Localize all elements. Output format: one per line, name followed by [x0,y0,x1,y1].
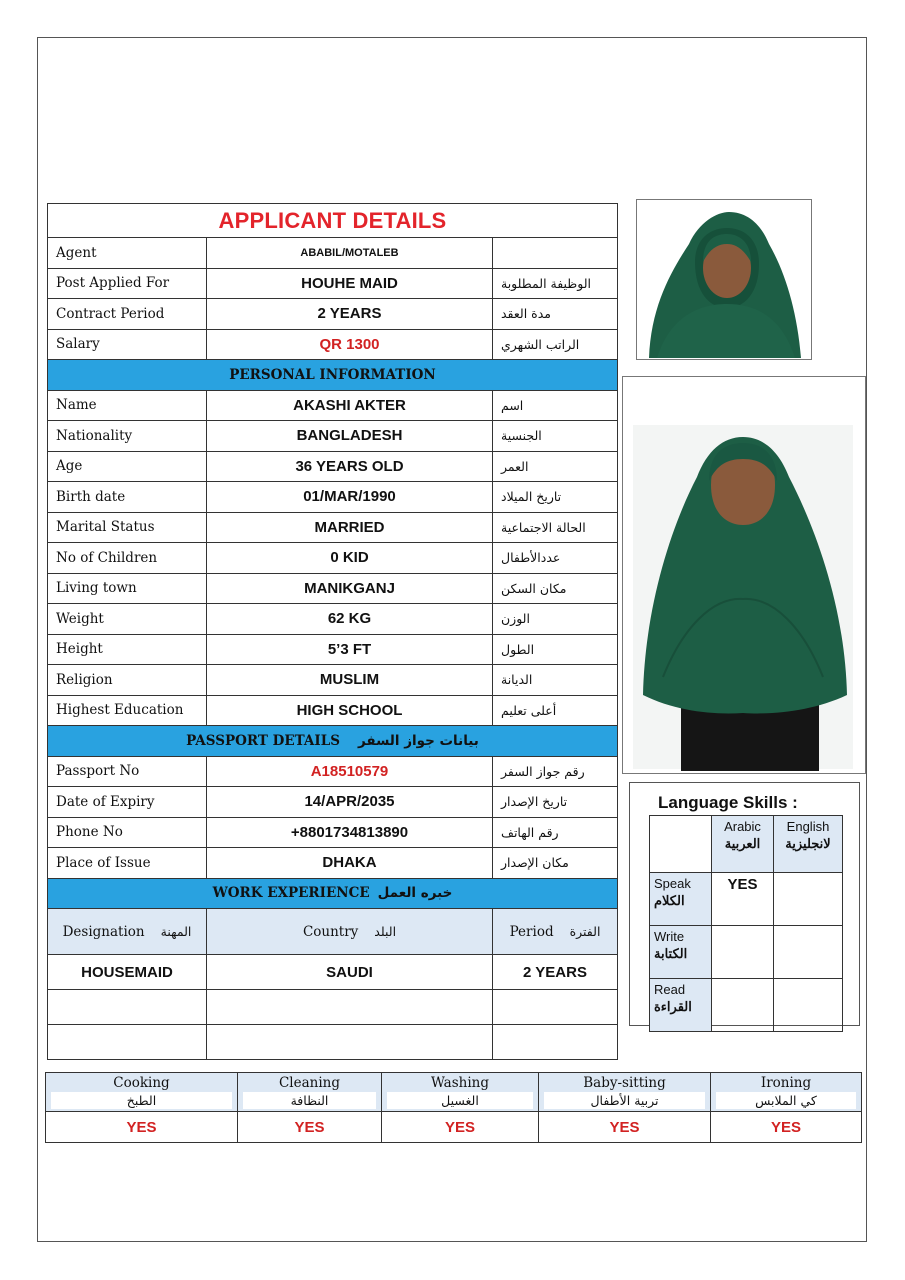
english-header-ar: لانجليزية [785,836,831,851]
skill-value-cleaning: YES [238,1112,382,1143]
name-value: AKASHI AKTER [207,390,493,421]
marital-status-value: MARRIED [207,512,493,543]
personal-row [48,421,618,452]
phone-value: +8801734813890 [207,817,493,848]
nationality-label: Nationality [48,421,207,452]
skill-header-cleaning [238,1073,382,1112]
place-of-issue-ar: مكان الإصدار [493,848,618,879]
personal-info-heading: PERSONAL INFORMATION [48,360,618,391]
skill-name-ar: كي الملابس [716,1092,856,1109]
skill-value-washing: YES [382,1112,539,1143]
passport-heading-en: PASSPORT DETAILS [186,732,340,749]
country-value: SAUDI [207,955,493,990]
education-value: HIGH SCHOOL [207,695,493,726]
designation-header-en: Designation [62,923,145,940]
write-ar: الكتابة [654,946,688,961]
portrait-photo [636,199,812,360]
empty-cell [207,1025,493,1060]
skill-value-cooking: YES [46,1112,238,1143]
skill-header-ironing [711,1073,862,1112]
speak-english-value [774,873,843,926]
salary-ar: الراتب الشهري [493,329,618,360]
language-skills-table [649,815,843,1032]
birth-date-value: 01/MAR/1990 [207,482,493,513]
passport-row [48,787,618,818]
passport-heading-ar: بيانات جواز السفر [357,732,479,749]
country-header-en: Country [302,923,359,940]
place-of-issue-label: Place of Issue [48,848,207,879]
salary-label: Salary [48,329,207,360]
personal-row [48,512,618,543]
children-label: No of Children [48,543,207,574]
height-ar: الطول [493,634,618,665]
speak-row-header [650,873,712,926]
name-ar: اسم [493,390,618,421]
weight-label: Weight [48,604,207,635]
agent-ar [493,238,618,269]
passport-heading [48,726,618,757]
weight-value: 62 KG [207,604,493,635]
salary-row [48,329,618,360]
passport-row [48,848,618,879]
read-en: Read [654,982,686,997]
personal-row [48,543,618,574]
living-town-label: Living town [48,573,207,604]
religion-ar: الديانة [493,665,618,696]
birth-date-ar: تاريخ الميلاد [493,482,618,513]
write-arabic-value [712,926,774,979]
period-header-ar: الفترة [569,924,601,939]
arabic-header-ar: العربية [724,836,761,851]
work-empty-row [48,1025,618,1060]
speak-en: Speak [654,876,691,891]
empty-cell [493,990,618,1025]
applicant-details-table [47,203,618,1060]
read-english-value [774,979,843,1032]
read-row-header [650,979,712,1032]
read-ar: القراءة [654,999,692,1014]
period-header [493,909,618,955]
skill-name: Baby-sitting [583,1075,666,1091]
period-header-en: Period [509,923,554,940]
place-of-issue-value: DHAKA [207,848,493,879]
marital-status-label: Marital Status [48,512,207,543]
skill-name-ar: الطبخ [51,1092,232,1109]
living-town-ar: مكان السكن [493,573,618,604]
write-en: Write [654,929,685,944]
skill-name-ar: الغسيل [387,1092,533,1109]
personal-row [48,665,618,696]
post-label: Post Applied For [48,268,207,299]
age-ar: العمر [493,451,618,482]
empty-cell [493,1025,618,1060]
english-header [774,816,843,873]
phone-ar: رقم الهاتف [493,817,618,848]
expiry-value: 14/APR/2035 [207,787,493,818]
marital-status-ar: الحالة الاجتماعية [493,512,618,543]
passport-no-value: A18510579 [207,756,493,787]
education-label: Highest Education [48,695,207,726]
language-skills-title: Language Skills : [658,793,798,812]
full-length-illustration [623,377,866,774]
skill-header-washing [382,1073,539,1112]
height-value: 5’3 FT [207,634,493,665]
country-header-ar: البلد [374,924,397,939]
nationality-ar: الجنسية [493,421,618,452]
contract-row [48,299,618,330]
full-length-photo [622,376,866,774]
skill-value-ironing: YES [711,1112,862,1143]
work-experience-heading [48,878,618,909]
skill-name: Cleaning [278,1075,341,1091]
skill-name-ar: النظافة [243,1092,376,1109]
passport-no-ar: رقم جواز السفر [493,756,618,787]
religion-value: MUSLIM [207,665,493,696]
empty-cell [48,1025,207,1060]
height-label: Height [48,634,207,665]
work-empty-row [48,990,618,1025]
children-value: 0 KID [207,543,493,574]
age-label: Age [48,451,207,482]
education-ar: أعلى تعليم [493,695,618,726]
personal-row [48,482,618,513]
designation-header-ar: المهنة [160,924,192,939]
agent-row [48,238,618,269]
empty-header-cell [650,816,712,873]
nationality-value: BANGLADESH [207,421,493,452]
religion-label: Religion [48,665,207,696]
birth-date-label: Birth date [48,482,207,513]
passport-no-label: Passport No [48,756,207,787]
portrait-illustration [637,200,812,360]
skill-name: Washing [430,1075,490,1091]
designation-header [48,909,207,955]
skill-header-baby-sitting [539,1073,711,1112]
speak-ar: الكلام [654,893,685,908]
agent-value: ABABIL/MOTALEB [207,238,493,269]
name-label: Name [48,390,207,421]
read-arabic-value [712,979,774,1032]
children-ar: عددالأطفال [493,543,618,574]
contract-ar: مدة العقد [493,299,618,330]
personal-row [48,634,618,665]
empty-cell [48,990,207,1025]
living-town-value: MANIKGANJ [207,573,493,604]
write-english-value [774,926,843,979]
work-heading-en: WORK EXPERIENCE [212,885,370,902]
skill-name-ar: تربية الأطفال [544,1092,705,1109]
write-row-header [650,926,712,979]
personal-row [48,573,618,604]
period-value: 2 YEARS [493,955,618,990]
work-entry-row [48,955,618,990]
agent-label: Agent [48,238,207,269]
personal-row [48,604,618,635]
weight-ar: الوزن [493,604,618,635]
expiry-label: Date of Expiry [48,787,207,818]
english-header-en: English [786,819,830,834]
personal-row [48,390,618,421]
speak-arabic-value: YES [712,873,774,926]
personal-row [48,695,618,726]
arabic-header [712,816,774,873]
salary-value: QR 1300 [207,329,493,360]
post-value: HOUHE MAID [207,268,493,299]
country-header [207,909,493,955]
post-row [48,268,618,299]
contract-value: 2 YEARS [207,299,493,330]
arabic-header-en: Arabic [724,819,761,834]
personal-row [48,451,618,482]
expiry-ar: تاريخ الإصدار [493,787,618,818]
work-heading-ar: خبره العمل [377,885,453,902]
language-skills-box [629,782,860,1026]
skills-table [45,1072,862,1143]
age-value: 36 YEARS OLD [207,451,493,482]
passport-row [48,817,618,848]
page-title: APPLICANT DETAILS [48,204,618,238]
designation-value: HOUSEMAID [48,955,207,990]
post-ar: الوظيفة المطلوبة [493,268,618,299]
empty-cell [207,990,493,1025]
skill-name: Cooking [113,1075,170,1091]
passport-row [48,756,618,787]
skill-value-baby-sitting: YES [539,1112,711,1143]
skill-header-cooking [46,1073,238,1112]
work-header-row [48,909,618,955]
skill-name: Ironing [760,1075,812,1091]
phone-label: Phone No [48,817,207,848]
contract-label: Contract Period [48,299,207,330]
